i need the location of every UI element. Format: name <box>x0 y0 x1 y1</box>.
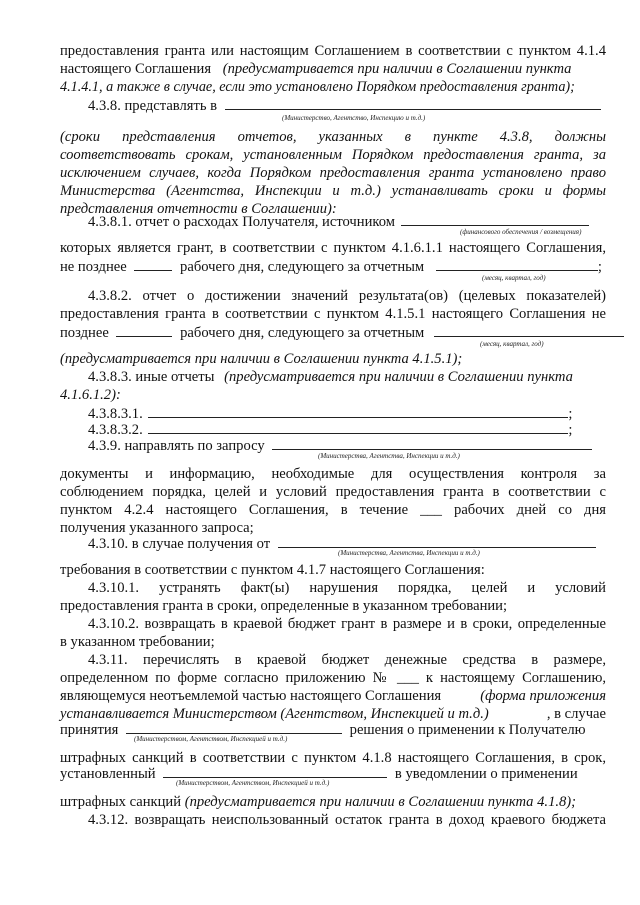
italic-note: 4.1.4.1, а также в случае, если это установлено Порядком предоставления гранта); <box>60 79 575 95</box>
clause-4-3-11: 4.3.11. перечислять в краевой бюджет денежные средства в размере, <box>88 652 606 668</box>
clause-text: 4.3.8. представлять в <box>88 98 218 114</box>
text-line: получения указанного запроса; <box>60 520 254 536</box>
blank-line <box>272 436 592 450</box>
text-span: ; <box>568 422 573 438</box>
clause-4-3-8-2: 4.3.8.2. отчет о достижении значений результата(ов) (целевых показателей) <box>88 288 606 304</box>
text-line <box>60 793 606 811</box>
field-caption: (Министерство, Агентство, Инспекцию и т.д.) <box>282 114 426 122</box>
blank-line <box>116 323 172 337</box>
text-line: предоставления гранта в соответствии с пунктом 4.1.5.1 настоящего Соглашения не <box>60 306 606 322</box>
text-span: ; <box>597 259 602 275</box>
text-span: в уведомлении о применении <box>394 766 578 782</box>
italic-note: (предусматривается при наличии в Соглашении пункта <box>222 61 572 77</box>
blank-line <box>401 212 589 226</box>
clause-4-3-10-1: 4.3.10.1. устранять факт(ы) нарушения порядка, целей и условий <box>88 580 606 596</box>
clause-text: 4.3.10. в случае получения от <box>88 536 271 552</box>
clause-text: 4.3.8.3. иные отчеты <box>88 369 215 385</box>
blank-line <box>436 257 598 271</box>
text-line: которых является грант, в соответствии с пунктом 4.1.6.1.1 настоящего Соглашения, <box>60 240 606 256</box>
blank-line <box>148 404 568 418</box>
text-line: в указанном требовании; <box>60 634 215 650</box>
text-line: документы и информацию, необходимые для осуществления контроля за <box>60 466 606 482</box>
field-caption: (финансового обеспечения / возмещения) <box>460 228 582 236</box>
clause-text: 4.3.8.3.1. <box>88 406 143 422</box>
blank-line <box>163 764 387 778</box>
italic-note: (предусматривается при наличии в Соглашении пункта <box>224 369 573 385</box>
text-line: определенном по форме согласно приложению № ___ к настоящему Соглашению, <box>60 670 606 686</box>
text-line <box>60 687 606 705</box>
blank-line <box>278 534 596 548</box>
italic-note: устанавливается Министерством (Агентством, Инспекцией и т.д.) <box>60 706 489 722</box>
text-span: ; <box>568 406 573 422</box>
italic-note: соответствовать срокам, установленным Порядком предоставления гранта, за <box>60 147 606 163</box>
text-span: установленный <box>60 766 156 782</box>
text-span: настоящего Соглашения <box>60 61 212 77</box>
italic-note: (предусматривается при наличии в Соглашении пункта 4.1.8); <box>184 794 577 810</box>
text-span: не позднее <box>60 259 127 275</box>
clause-4-3-8 <box>88 96 606 115</box>
text-span: являющемуся неотъемлемой частью настоящего Соглашения <box>60 688 442 704</box>
text-span: , в случае <box>546 706 606 722</box>
text-span: рабочего дня, следующего за отчетным <box>180 259 425 275</box>
field-caption: (Министерством, Агентством, Инспекцией и т.д.) <box>176 779 330 787</box>
italic-note: Министерства (Агентства, Инспекции и т.д.) устанавливать сроки и формы <box>60 183 606 199</box>
blank-line <box>134 257 172 271</box>
blank-line <box>434 323 624 337</box>
clause-4-3-10-2: 4.3.10.2. возвращать в краевой бюджет грант в размере и в сроки, определенные <box>88 616 606 632</box>
text-span: рабочего дня, следующего за отчетным <box>180 325 425 341</box>
field-caption: (месяц, квартал, год) <box>480 340 544 348</box>
italic-note: представления отчетности в Соглашении): <box>60 201 337 217</box>
text-line <box>60 764 606 783</box>
italic-note: исключением случаев, когда Порядком предоставления гранта установлено право <box>60 165 606 181</box>
clause-text: 4.3.8.3.2. <box>88 422 143 438</box>
text-span: штрафных санкций <box>60 794 182 810</box>
text-line: требования в соответствии с пунктом 4.1.7 настоящего Соглашения: <box>60 562 485 578</box>
blank-line <box>225 96 601 110</box>
text-line <box>60 60 606 78</box>
text-line: соблюдением порядка, целей и условий предоставления гранта в соответствии с <box>60 484 606 500</box>
clause-text: 4.3.9. направлять по запросу <box>88 438 265 454</box>
field-caption: (Министерством, Агентством, Инспекцией и т.д.) <box>134 735 288 743</box>
text-line: пунктом 4.2.4 настоящего Соглашения, в течение ___ рабочих дней со дня <box>60 502 606 518</box>
italic-note: (предусматривается при наличии в Соглашении пункта 4.1.5.1); <box>60 351 463 367</box>
field-caption: (месяц, квартал, год) <box>482 274 546 282</box>
blank-line <box>126 720 342 734</box>
text-line: предоставления гранта в сроки, определенные в указанном требовании; <box>60 598 508 614</box>
italic-note: (сроки представления отчетов, указанных в пункте 4.3.8, должны <box>60 129 606 145</box>
clause-4-3-8-3 <box>88 368 606 386</box>
italic-note: (форма приложения <box>480 688 606 704</box>
text-span: принятия <box>60 722 119 738</box>
text-line: штрафных санкций в соответствии с пунктом 4.1.8 настоящего Соглашения, в срок, <box>60 750 606 766</box>
clause-4-3-12: 4.3.12. возвращать неиспользованный остаток гранта в доход краевого бюджета <box>88 812 606 828</box>
clause-text: 4.3.8.1. отчет о расходах Получателя, источником <box>88 214 395 230</box>
field-caption: (Министерства, Агентства, Инспекции и т.д.) <box>338 549 480 557</box>
field-caption: (Министерства, Агентства, Инспекции и т.д.) <box>318 452 460 460</box>
text-line: предоставления гранта или настоящим Соглашением в соответствии с пунктом 4.1.4 <box>60 43 606 59</box>
italic-note: 4.1.6.1.2): <box>60 387 121 403</box>
text-span: позднее <box>60 325 109 341</box>
text-span: решения о применении к Получателю <box>349 722 586 738</box>
blank-line <box>148 420 568 434</box>
